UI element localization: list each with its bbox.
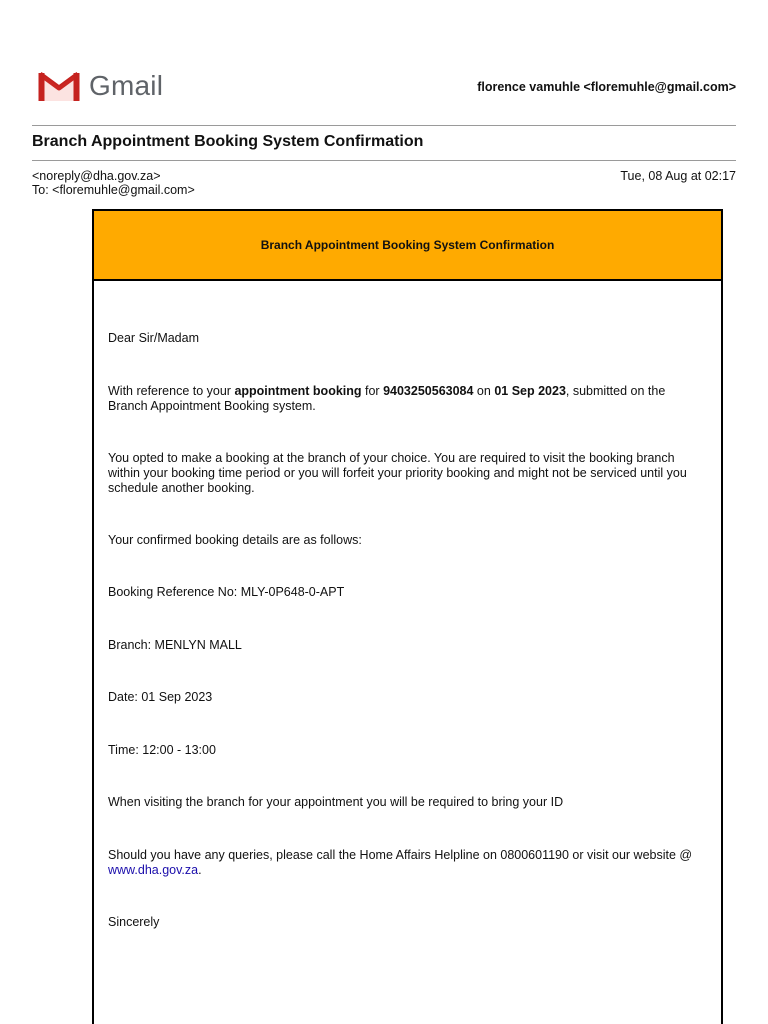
queries-paragraph (108, 848, 707, 878)
booking-instructions: You opted to make a booking at the branch of your choice. You are required to visit the booking branch within your booking time period or you will forfeit your priority booking and might not be serviced until you schedule another booking. (108, 451, 687, 495)
gmail-envelope-icon (37, 70, 81, 102)
ref-text-2: for (361, 384, 384, 398)
confirmation-banner: Branch Appointment Booking System Confirmation (94, 211, 721, 281)
sender-address: <noreply@dha.gov.za> (32, 169, 161, 183)
header-divider (32, 125, 736, 126)
account-identity: florence vamuhle <floremuhle@gmail.com> (477, 80, 736, 94)
website-link[interactable]: www.dha.gov.za (108, 863, 199, 877)
booking-reference: Booking Reference No: MLY-0P648-0-APT (108, 585, 345, 599)
queries-end: . (198, 863, 202, 877)
id-notice: When visiting the branch for your appointment you will be required to bring your ID (108, 795, 564, 809)
sign-off: Sincerely (108, 915, 160, 929)
booking-date: Date: 01 Sep 2023 (108, 690, 213, 704)
ref-bold-id-number: 9403250563084 (383, 384, 474, 398)
details-intro: Your confirmed booking details are as follows: (108, 533, 362, 547)
gmail-wordmark: Gmail (89, 70, 164, 101)
email-subject: Branch Appointment Booking System Confirmation (32, 133, 424, 150)
email-body-frame (92, 209, 723, 1024)
gmail-logo (37, 70, 163, 102)
ref-bold-booking: appointment booking (234, 384, 362, 398)
ref-text-3: on (473, 384, 495, 398)
booking-branch: Branch: MENLYN MALL (108, 638, 242, 652)
reference-paragraph (108, 384, 707, 414)
subject-divider (32, 160, 736, 161)
ref-text-1: With reference to your (108, 384, 235, 398)
email-date: Tue, 08 Aug at 02:17 (620, 169, 736, 183)
recipient-address: To: <floremuhle@gmail.com> (32, 183, 195, 197)
ref-bold-date: 01 Sep 2023 (494, 384, 566, 398)
greeting: Dear Sir/Madam (108, 331, 199, 345)
queries-text: Should you have any queries, please call the Home Affairs Helpline on 0800601190 or visit our website @ (108, 848, 693, 862)
ref-text-4: , submitted on the Branch Appointment Booking system. (108, 384, 666, 413)
booking-time: Time: 12:00 - 13:00 (108, 743, 216, 757)
